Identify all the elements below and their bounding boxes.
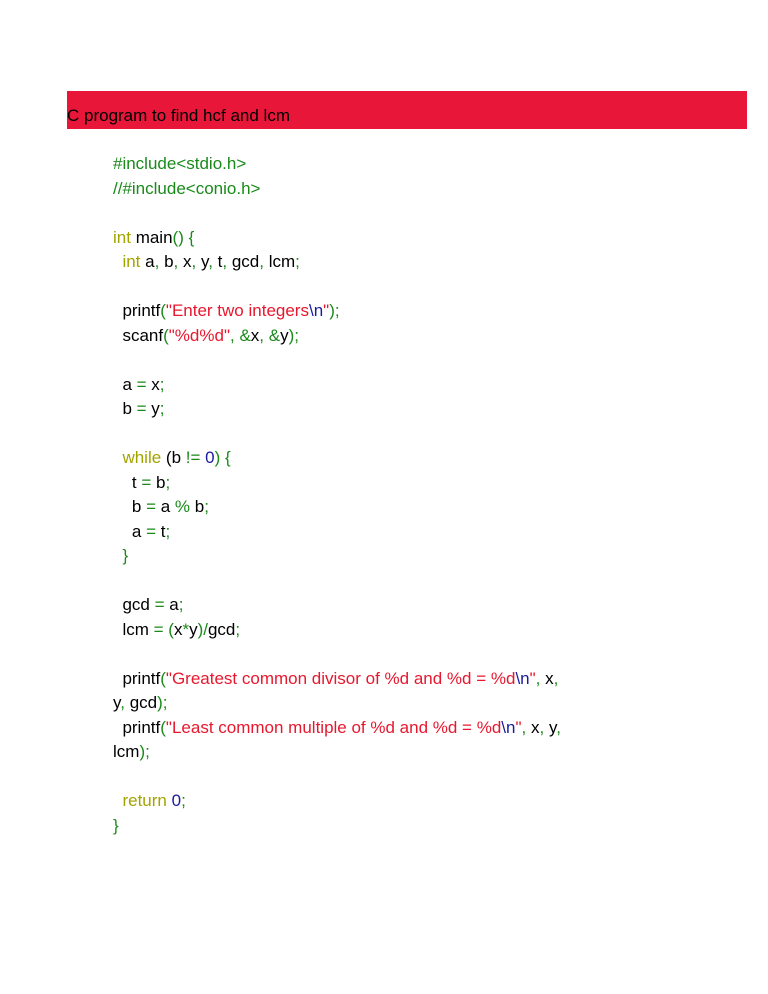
code-token: gcd bbox=[207, 619, 236, 639]
code-line bbox=[113, 397, 561, 422]
code-token: //#include<conio.h> bbox=[113, 178, 261, 198]
code-token: printf bbox=[113, 717, 161, 737]
code-line bbox=[113, 618, 561, 643]
code-token: 0 bbox=[205, 448, 215, 467]
page-title: C program to find hcf and lcm bbox=[67, 106, 290, 125]
code-line bbox=[113, 422, 561, 447]
code-token: int bbox=[113, 227, 131, 247]
code-line bbox=[113, 789, 561, 814]
code-token: } bbox=[113, 546, 129, 565]
code-token: = bbox=[146, 497, 157, 516]
code-line bbox=[113, 250, 561, 275]
code-token: (b bbox=[161, 448, 186, 467]
code-token: x bbox=[526, 717, 540, 737]
code-token: , bbox=[556, 717, 561, 737]
code-token: b bbox=[113, 399, 137, 418]
code-token: "Greatest common divisor of %d and %d = %d bbox=[165, 668, 516, 688]
code-line bbox=[113, 593, 561, 618]
code-token: gcd bbox=[124, 693, 158, 712]
code-token: ( bbox=[160, 301, 166, 320]
code-line bbox=[113, 691, 561, 716]
code-token: , bbox=[539, 717, 545, 737]
code-token: ( bbox=[160, 717, 166, 737]
code-token: & bbox=[268, 325, 281, 345]
code-token: y bbox=[146, 399, 160, 418]
code-token: , bbox=[191, 252, 197, 271]
code-token: , bbox=[553, 668, 559, 688]
code-token: ( bbox=[163, 325, 169, 345]
code-token: * bbox=[182, 619, 190, 639]
code-token: x bbox=[250, 325, 260, 345]
code-token: ); bbox=[288, 325, 299, 345]
code-token: int bbox=[122, 252, 141, 271]
code-line bbox=[113, 299, 561, 324]
code-token: t bbox=[156, 521, 166, 541]
code-line bbox=[113, 667, 561, 692]
code-token: , bbox=[222, 252, 228, 271]
code-token: " bbox=[323, 301, 330, 320]
code-token: b bbox=[190, 497, 205, 516]
code-token: lcm bbox=[113, 742, 140, 761]
code-token: x bbox=[146, 374, 160, 394]
code-token: x bbox=[178, 252, 192, 271]
code-token: "%d%d" bbox=[168, 325, 230, 345]
code-line bbox=[113, 446, 561, 471]
code-token: y bbox=[280, 325, 289, 345]
code-line bbox=[113, 642, 561, 667]
code-token: y bbox=[113, 693, 121, 712]
code-token: x bbox=[540, 668, 554, 688]
code-token: lcm bbox=[113, 619, 154, 639]
code-block bbox=[113, 152, 561, 838]
code-token: gcd bbox=[113, 595, 155, 614]
code-token: #include<stdio.h> bbox=[113, 154, 247, 173]
code-token: b bbox=[159, 252, 174, 271]
code-line bbox=[113, 520, 561, 545]
code-token: ; bbox=[178, 595, 184, 614]
code-line bbox=[113, 201, 561, 226]
code-line bbox=[113, 569, 561, 594]
code-token: = bbox=[136, 374, 147, 394]
code-token: } bbox=[113, 815, 119, 835]
code-token: = bbox=[141, 472, 152, 492]
code-token: ( bbox=[163, 619, 174, 639]
code-token: , bbox=[120, 693, 125, 712]
code-token: gcd bbox=[227, 252, 260, 271]
code-token: \n bbox=[308, 301, 324, 320]
code-token: & bbox=[239, 325, 251, 345]
code-token: y bbox=[196, 252, 209, 271]
code-token: ); bbox=[329, 301, 340, 320]
code-token: y bbox=[189, 619, 198, 639]
code-token: main bbox=[130, 227, 173, 247]
code-token: a bbox=[164, 595, 179, 614]
code-token: a bbox=[140, 252, 155, 271]
code-token: ( bbox=[160, 668, 166, 688]
code-token: a bbox=[156, 497, 175, 516]
code-token: scanf bbox=[113, 325, 164, 345]
code-line bbox=[113, 716, 561, 741]
code-token: " bbox=[529, 668, 536, 688]
code-token: = bbox=[153, 619, 164, 639]
code-token: , bbox=[535, 668, 541, 688]
code-line bbox=[113, 226, 561, 251]
code-line bbox=[113, 373, 561, 398]
code-token: = bbox=[154, 595, 165, 614]
code-token: % bbox=[174, 497, 191, 516]
code-token: ; bbox=[165, 472, 171, 492]
code-token: while bbox=[122, 448, 162, 467]
title-bar bbox=[67, 91, 747, 129]
code-token: " bbox=[515, 717, 522, 737]
code-token: t bbox=[212, 252, 223, 271]
code-token: ) { bbox=[214, 448, 231, 467]
code-token: \n bbox=[501, 717, 516, 737]
code-token: , bbox=[154, 252, 160, 271]
code-token: ); bbox=[139, 742, 150, 761]
code-line bbox=[113, 324, 561, 349]
code-token: ; bbox=[181, 791, 186, 810]
code-token: , bbox=[259, 325, 265, 345]
code-token: , bbox=[229, 325, 235, 345]
code-line bbox=[113, 177, 561, 202]
code-token: x bbox=[173, 619, 183, 639]
code-token: , bbox=[173, 252, 179, 271]
code-line bbox=[113, 471, 561, 496]
code-token: ; bbox=[235, 619, 241, 639]
code-token: ; bbox=[159, 399, 165, 418]
code-token: )/ bbox=[197, 619, 208, 639]
code-line bbox=[113, 544, 561, 569]
code-line bbox=[113, 740, 561, 765]
code-token: ; bbox=[204, 497, 209, 516]
code-token: ; bbox=[295, 252, 300, 271]
code-line bbox=[113, 765, 561, 790]
code-line bbox=[113, 495, 561, 520]
code-token: y bbox=[544, 717, 557, 737]
code-line bbox=[113, 348, 561, 373]
code-token: return bbox=[122, 791, 167, 810]
code-token: t bbox=[113, 472, 142, 492]
code-token: \n bbox=[515, 668, 530, 688]
code-token: , bbox=[521, 717, 527, 737]
code-token: printf bbox=[113, 668, 161, 688]
code-token: printf bbox=[113, 301, 161, 320]
code-token: a bbox=[113, 521, 147, 541]
code-token: a bbox=[113, 374, 137, 394]
code-token: b bbox=[151, 472, 166, 492]
code-line bbox=[113, 152, 561, 177]
code-token: != bbox=[185, 448, 201, 467]
code-token: 0 bbox=[171, 791, 182, 810]
code-token: "Enter two integers bbox=[165, 301, 309, 320]
code-token: ; bbox=[165, 521, 171, 541]
code-token: ; bbox=[159, 374, 165, 394]
code-token: = bbox=[146, 521, 157, 541]
code-line bbox=[113, 814, 561, 839]
code-token: b bbox=[113, 497, 147, 516]
code-token: , bbox=[208, 252, 213, 271]
code-token: ); bbox=[157, 693, 168, 712]
code-line bbox=[113, 275, 561, 300]
code-token: "Least common multiple of %d and %d = %d bbox=[165, 717, 502, 737]
code-token: , bbox=[259, 252, 264, 271]
code-token: () { bbox=[172, 227, 195, 247]
code-token: = bbox=[136, 399, 147, 418]
code-token: lcm bbox=[264, 252, 296, 271]
